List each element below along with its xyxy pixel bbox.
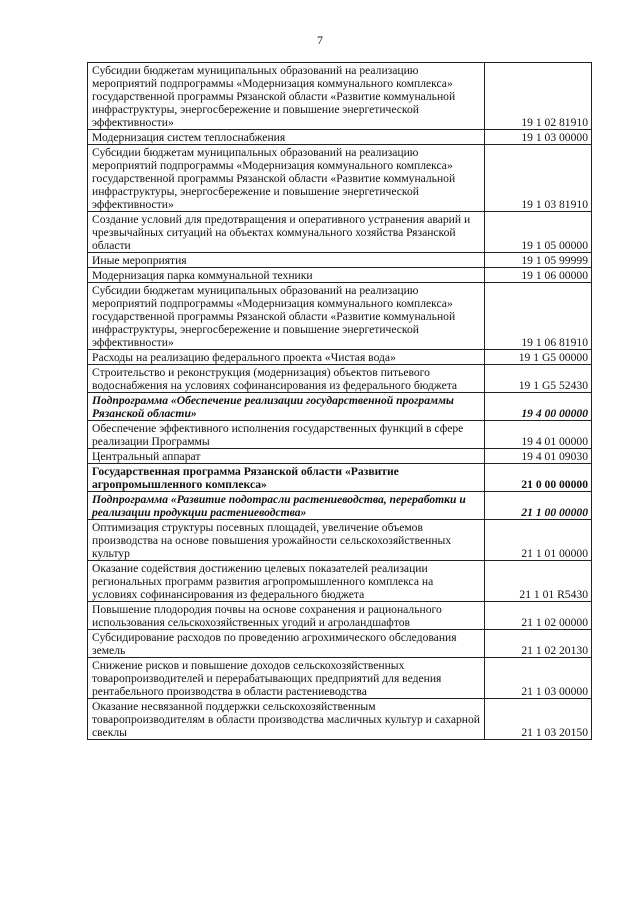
row-code: 21 1 03 20150	[485, 699, 592, 740]
budget-code-table	[87, 62, 592, 740]
row-code: 21 1 02 00000	[485, 602, 592, 630]
row-code: 19 1 G5 52430	[485, 365, 592, 393]
table-row	[88, 520, 592, 561]
row-code: 21 0 00 00000	[485, 464, 592, 492]
row-description: Обеспечение эффективного исполнения государственных функций в сфере реализации Программы	[88, 421, 485, 449]
row-description: Субсидии бюджетам муниципальных образований на реализацию мероприятий подпрограммы «Модернизация коммунального комплекса» государственной программы Рязанской области «Развитие коммунальной инфраструктуры, энергосбережение и повышение энергетической эффективности»	[88, 63, 485, 130]
row-description: Субсидии бюджетам муниципальных образований на реализацию мероприятий подпрограммы «Модернизация коммунального комплекса» государственной программы Рязанской области «Развитие коммунальной инфраструктуры, энергосбережение и повышение энергетической эффективности»	[88, 283, 485, 350]
table-row	[88, 561, 592, 602]
row-description: Модернизация систем теплоснабжения	[88, 130, 485, 145]
row-description: Оптимизация структуры посевных площадей, увеличение объемов производства на основе повышения урожайности сельскохозяйственных культур	[88, 520, 485, 561]
row-description: Строительство и реконструкция (модернизация) объектов питьевого водоснабжения на условиях софинансирования из федерального бюджета	[88, 365, 485, 393]
row-code: 19 4 00 00000	[485, 393, 592, 421]
table-row	[88, 602, 592, 630]
row-code: 21 1 02 20130	[485, 630, 592, 658]
table-row	[88, 253, 592, 268]
row-code: 19 1 03 00000	[485, 130, 592, 145]
table-row	[88, 283, 592, 350]
table-row	[88, 492, 592, 520]
row-code: 19 1 G5 00000	[485, 350, 592, 365]
row-description: Государственная программа Рязанской области «Развитие агропромышленного комплекса»	[88, 464, 485, 492]
row-description: Снижение рисков и повышение доходов сельскохозяйственных товаропроизводителей и перерабатывающих предприятий для ведения рентабельного производства в области растениеводства	[88, 658, 485, 699]
table-row	[88, 630, 592, 658]
row-description: Создание условий для предотвращения и оперативного устранения аварий и чрезвычайных ситуаций на объектах коммунального хозяйства Рязанской области	[88, 212, 485, 253]
row-code: 19 1 05 99999	[485, 253, 592, 268]
row-code: 19 1 06 00000	[485, 268, 592, 283]
row-description: Модернизация парка коммунальной техники	[88, 268, 485, 283]
row-code: 21 1 00 00000	[485, 492, 592, 520]
table-row	[88, 145, 592, 212]
row-description: Расходы на реализацию федерального проекта «Чистая вода»	[88, 350, 485, 365]
row-code: 19 4 01 00000	[485, 421, 592, 449]
table-row	[88, 393, 592, 421]
page-number: 7	[317, 33, 323, 47]
table-row	[88, 464, 592, 492]
row-description: Субсидирование расходов по проведению агрохимического обследования земель	[88, 630, 485, 658]
row-description: Подпрограмма «Развитие подотрасли растениеводства, переработки и реализации продукции растениеводства»	[88, 492, 485, 520]
row-description: Иные мероприятия	[88, 253, 485, 268]
row-description: Подпрограмма «Обеспечение реализации государственной программы Рязанской области»	[88, 393, 485, 421]
row-code: 21 1 03 00000	[485, 658, 592, 699]
row-code: 19 1 05 00000	[485, 212, 592, 253]
table-row	[88, 63, 592, 130]
row-code: 21 1 01 R5430	[485, 561, 592, 602]
table-row	[88, 365, 592, 393]
row-description: Повышение плодородия почвы на основе сохранения и рационального использования сельскохозяйственных угодий и агроландшафтов	[88, 602, 485, 630]
row-code: 19 1 02 81910	[485, 63, 592, 130]
row-code: 21 1 01 00000	[485, 520, 592, 561]
table-row	[88, 212, 592, 253]
row-description: Субсидии бюджетам муниципальных образований на реализацию мероприятий подпрограммы «Модернизация коммунального комплекса» государственной программы Рязанской области «Развитие коммунальной инфраструктуры, энергосбережение и повышение энергетической эффективности»	[88, 145, 485, 212]
row-description: Оказание содействия достижению целевых показателей реализации региональных программ развития агропромышленного комплекса на условиях софинансирования из федерального бюджета	[88, 561, 485, 602]
row-description: Центральный аппарат	[88, 449, 485, 464]
row-code: 19 1 06 81910	[485, 283, 592, 350]
table-row	[88, 449, 592, 464]
table-row	[88, 421, 592, 449]
row-code: 19 1 03 81910	[485, 145, 592, 212]
row-description: Оказание несвязанной поддержки сельскохозяйственным товаропроизводителям в области производства масличных культур и сахарной свеклы	[88, 699, 485, 740]
table-row	[88, 658, 592, 699]
table-row	[88, 268, 592, 283]
row-code: 19 4 01 09030	[485, 449, 592, 464]
table-row	[88, 350, 592, 365]
table-row	[88, 699, 592, 740]
table-row	[88, 130, 592, 145]
